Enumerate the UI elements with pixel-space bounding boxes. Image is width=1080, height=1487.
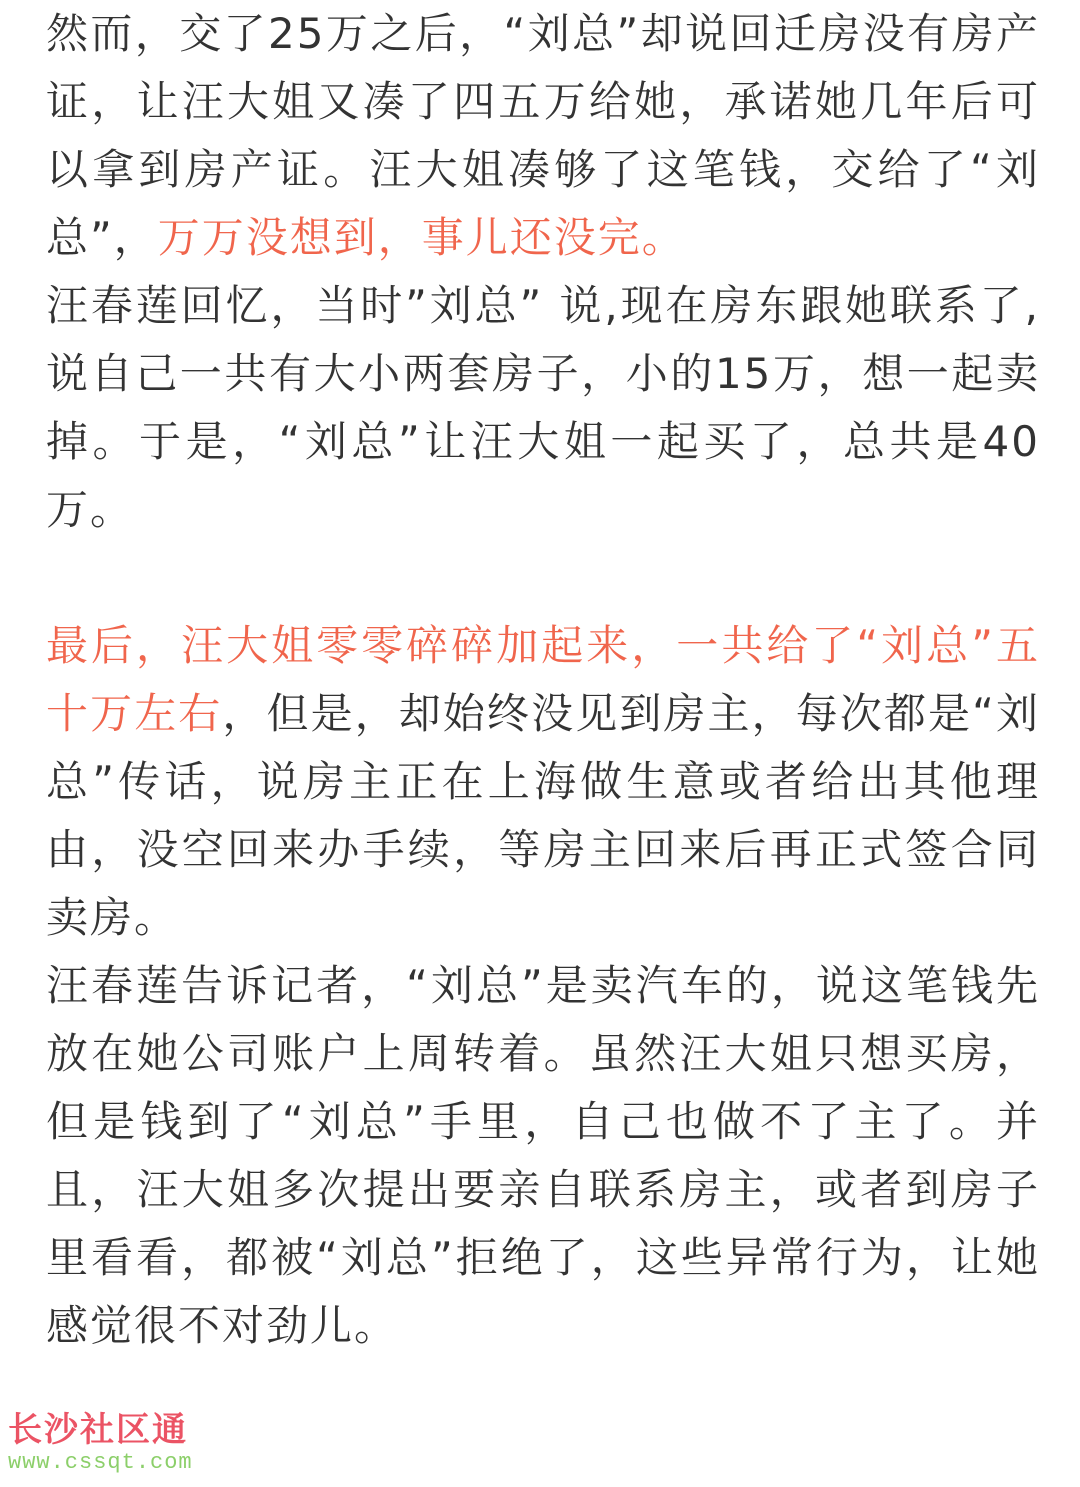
watermark-site-name: 长沙社区通 [8,1411,188,1449]
watermark-site-url: www.cssqt.com [8,1450,193,1475]
paragraph-spacer [46,544,1040,612]
paragraph-3 [46,612,1040,952]
site-watermark [8,1410,193,1476]
paragraph-2: 汪春莲回忆，当时”刘总” 说,现在房东跟她联系了,说自己一共有大小两套房子，小的15万，想一起卖掉。于是，“刘总”让汪大姐一起买了，总共是40万。 [46,281,1040,534]
article-body [46,0,1040,1360]
paragraph-1-text: 然而，交了25万之后，“刘总”却说回迁房没有房产证，让汪大姐又凑了四五万给她，承诺她几年后可以拿到房产证。汪大姐凑够了这笔钱，交给了“刘总”， [46,9,1040,262]
paragraph-3-highlight: 最后，汪大姐零零碎碎加起来，一共给了“刘总”五十万左右 [46,621,1040,738]
paragraph-4: 汪春莲告诉记者，“刘总”是卖汽车的，说这笔钱先放在她公司账户上周转着。虽然汪大姐只想买房，但是钱到了“刘总”手里，自己也做不了主了。并且，汪大姐多次提出要亲自联系房主，或者到房子里看看，都被“刘总”拒绝了，这些异常行为，让她感觉很不对劲儿。 [46,961,1040,1350]
paragraph-3-text: ，但是，却始终没见到房主，每次都是“刘总”传话，说房主正在上海做生意或者给出其他理由，没空回来办手续，等房主回来后再正式签合同卖房。 [46,689,1040,942]
paragraph-1-highlight: 万万没想到，事儿还没完。 [157,213,686,262]
paragraph-1 [46,0,1040,272]
